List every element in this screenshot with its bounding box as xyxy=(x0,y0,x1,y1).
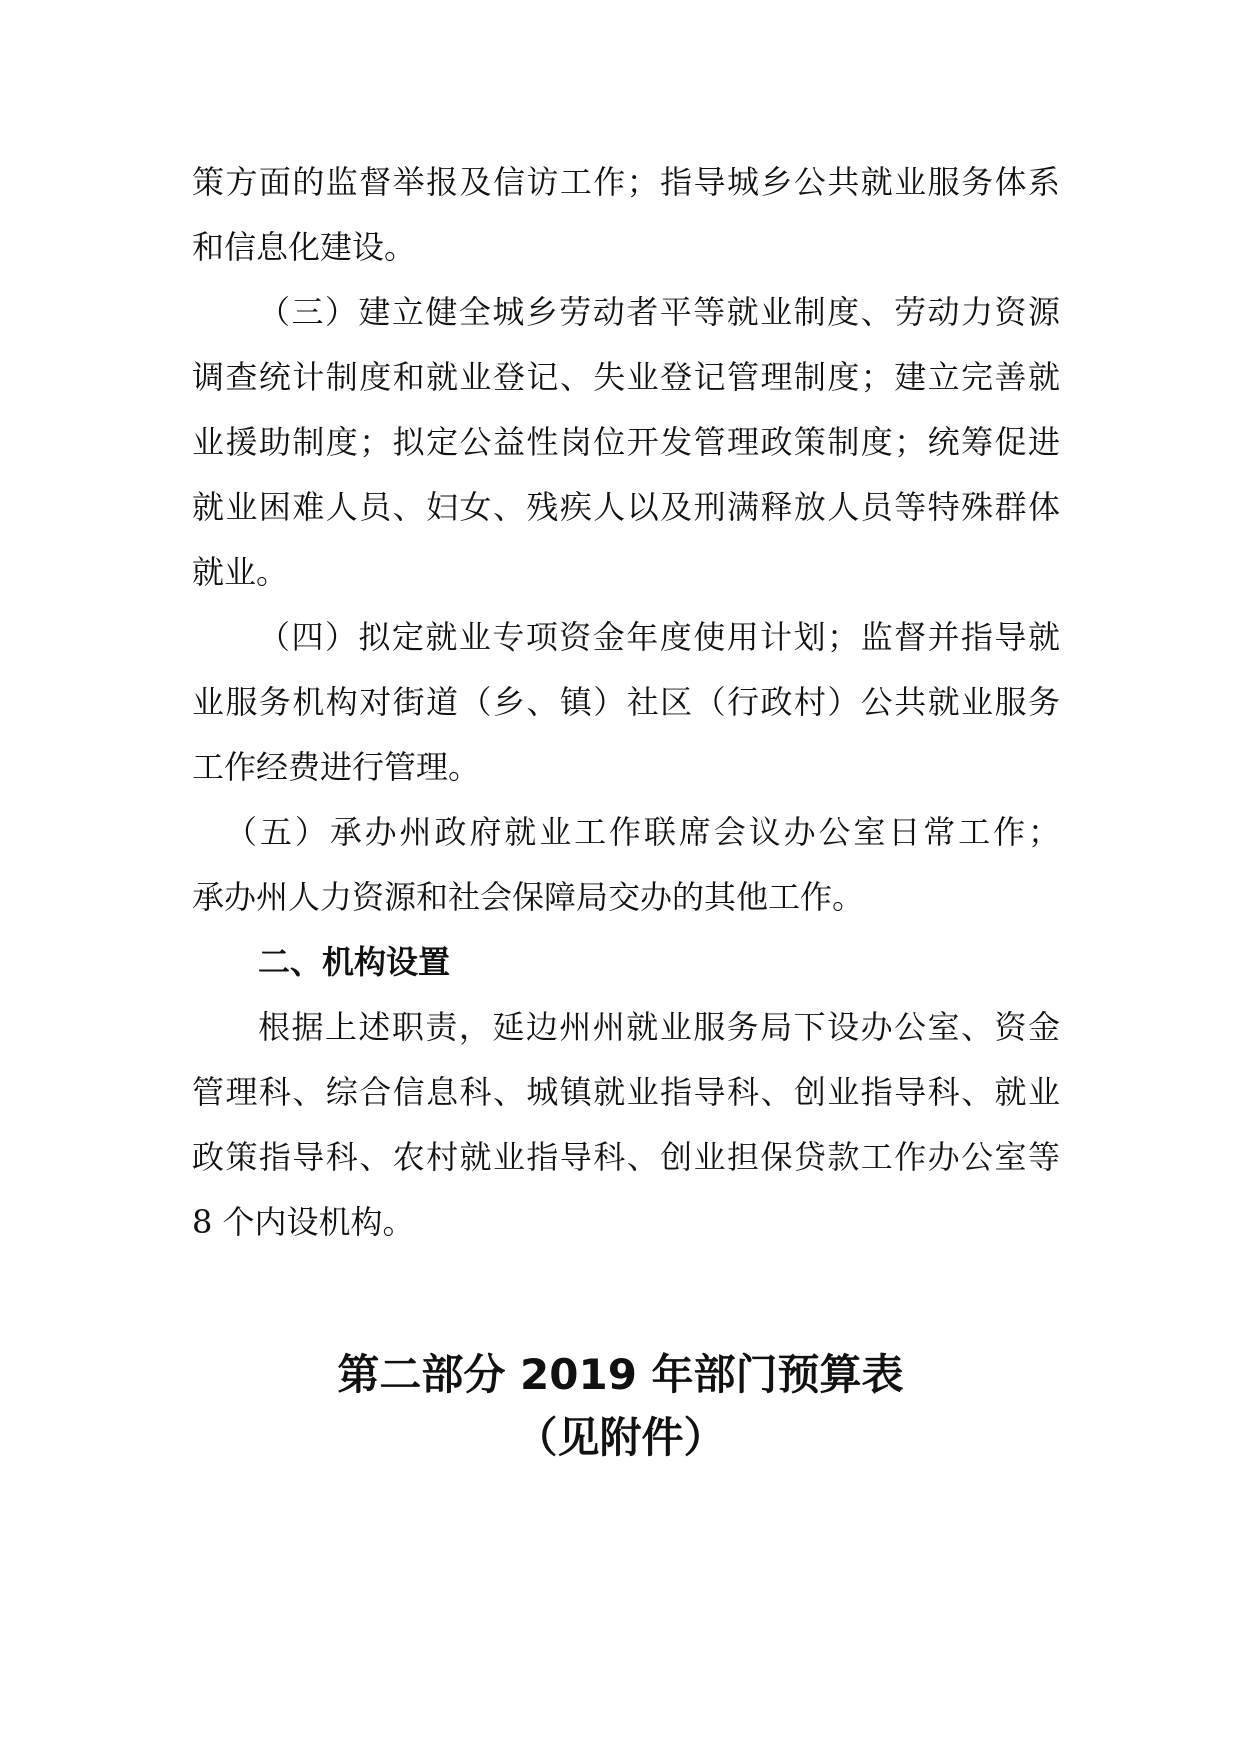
paragraph-line: 承办州人力资源和社会保障局交办的其他工作。 xyxy=(192,878,865,916)
part-subtitle: （见附件） xyxy=(515,1413,726,1462)
paragraph-line: 8 个内设机构。 xyxy=(192,1203,415,1241)
paragraph-line: 业服务机构对街道（乡、镇）社区（行政村）公共就业服务 xyxy=(192,683,1060,721)
paragraph-line: 就业困难人员、妇女、残疾人以及刑满释放人员等特殊群体 xyxy=(192,488,1060,526)
paragraph-line: 政策指导科、农村就业指导科、创业担保贷款工作办公室等 xyxy=(192,1138,1060,1176)
paragraph-line: （四）拟定就业专项资金年度使用计划；监督并指导就 xyxy=(258,618,1060,656)
paragraph-line: 业援助制度；拟定公益性岗位开发管理政策制度；统筹促进 xyxy=(192,423,1060,461)
paragraph-line: 策方面的监督举报及信访工作；指导城乡公共就业服务体系 xyxy=(192,163,1060,201)
section-heading: 二、机构设置 xyxy=(258,943,451,981)
paragraph-line: （三）建立健全城乡劳动者平等就业制度、劳动力资源 xyxy=(258,293,1060,331)
paragraph-line: （五）承办州政府就业工作联席会议办公室日常工作； xyxy=(225,813,1060,851)
part-title: 第二部分 2019 年部门预算表 xyxy=(337,1350,904,1399)
paragraph-line: 工作经费进行管理。 xyxy=(192,748,481,786)
paragraph-line: 就业。 xyxy=(192,553,289,591)
paragraph-line: 根据上述职责，延边州州就业服务局下设办公室、资金 xyxy=(258,1008,1060,1046)
paragraph-line: 和信息化建设。 xyxy=(192,228,417,266)
paragraph-line: 管理科、综合信息科、城镇就业指导科、创业指导科、就业 xyxy=(192,1073,1060,1111)
paragraph-line: 调查统计制度和就业登记、失业登记管理制度；建立完善就 xyxy=(192,358,1060,396)
